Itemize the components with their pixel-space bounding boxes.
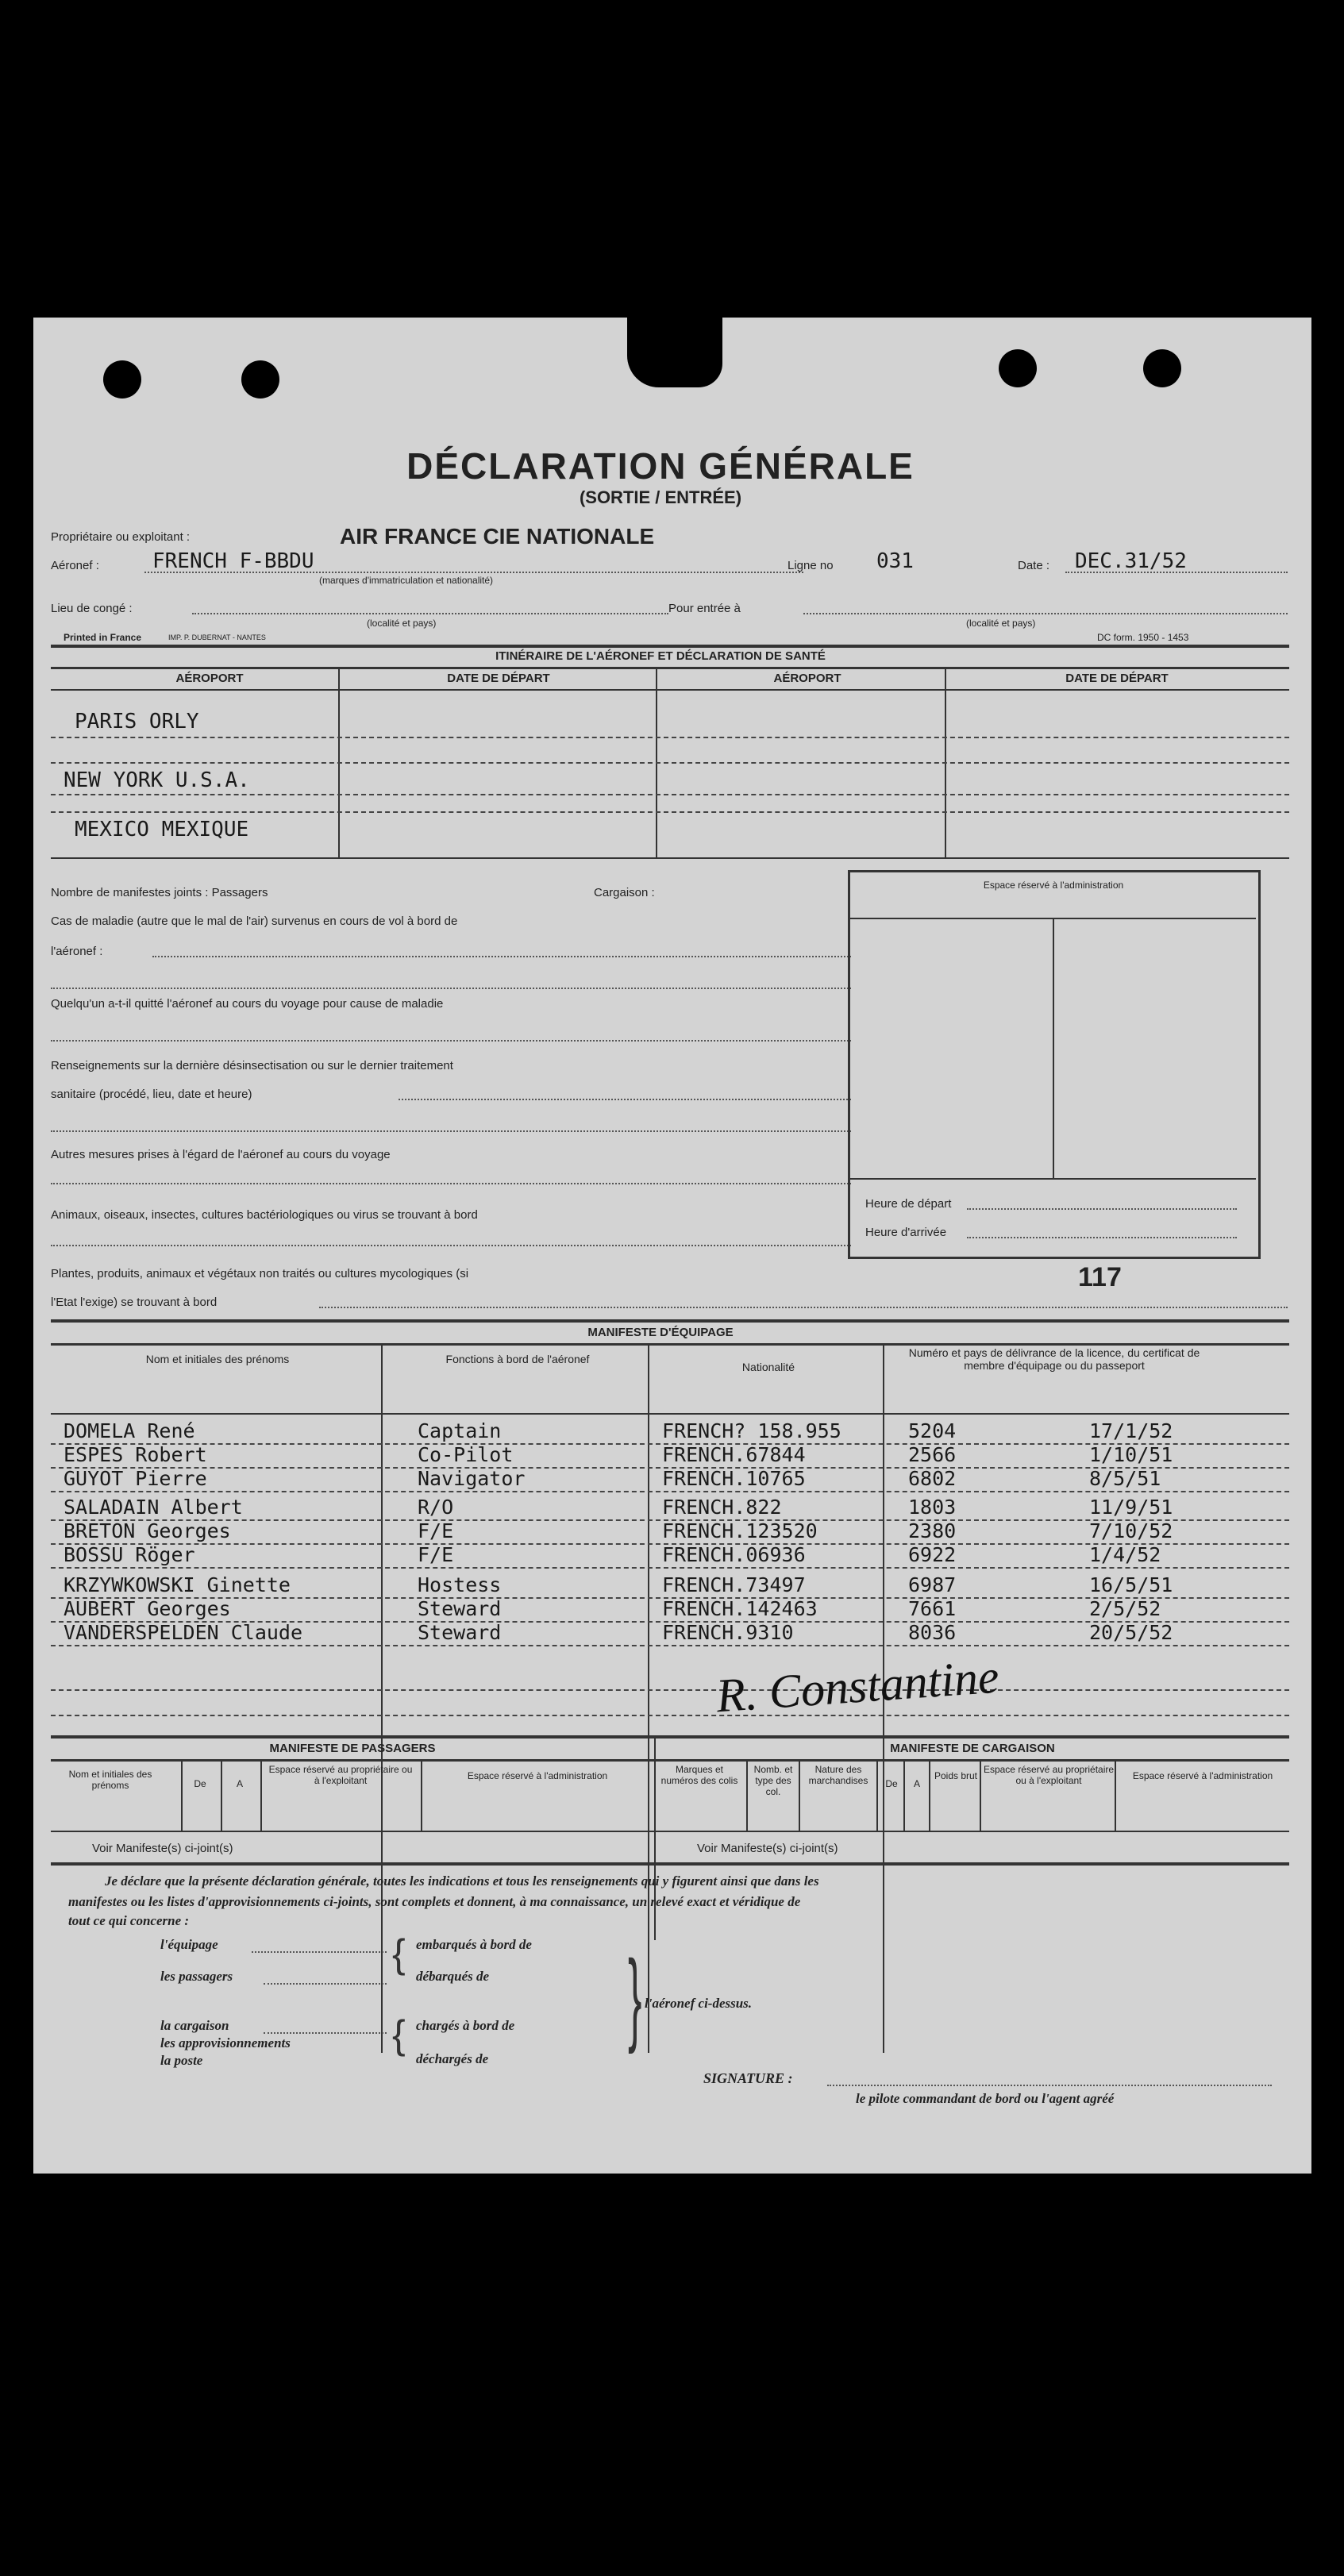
col-departure-date-2: DATE DE DÉPART — [1065, 672, 1169, 685]
line-value: 031 — [876, 549, 914, 573]
signature-label: SIGNATURE : — [703, 2070, 793, 2086]
cargo-label: Cargaison : — [594, 886, 655, 899]
line-label: Ligne no — [788, 559, 834, 572]
crew-name-cell: KRZYWKOWSKI Ginette — [64, 1573, 291, 1596]
crew-number-cell: 6987 — [908, 1573, 957, 1596]
crew-col-license: Numéro et pays de délivrance de la licence, du certificat de membre d'équipage ou du passeport — [908, 1346, 1200, 1372]
decl-crew: l'équipage — [160, 1937, 218, 1952]
crew-nationality-cell: FRENCH.06936 — [662, 1543, 806, 1566]
itinerary-title: ITINÉRAIRE DE L'AÉRONEF ET DÉCLARATION DE SANTÉ — [495, 649, 826, 663]
crew-nationality-cell: FRENCH.73497 — [662, 1573, 806, 1596]
owner-value: AIR FRANCE CIE NATIONALE — [340, 524, 655, 549]
cargo-col-nature: Nature des marchandises — [808, 1764, 868, 1786]
q-plants: Plantes, produits, animaux et végétaux non traités ou cultures mycologiques (si — [51, 1267, 469, 1280]
crew-name-cell: GUYOT Pierre — [64, 1467, 207, 1490]
crew-name-cell: DOMELA René — [64, 1419, 195, 1442]
departure-time-label: Heure de départ — [865, 1197, 952, 1211]
crew-function-cell: Steward — [418, 1597, 502, 1620]
departure-note: (localité et pays) — [367, 618, 437, 629]
crew-number-cell: 1803 — [908, 1496, 957, 1519]
declaration-text-2: manifestes ou les listes d'approvisionnements ci-joints, sont complets et donnent, à ma connaissance, un relevé exact et véridique de — [68, 1894, 801, 1909]
crew-number-cell: 8036 — [908, 1621, 957, 1644]
col-airport-2: AÉROPORT — [773, 672, 841, 685]
cargo-col-marks: Marques et numéros des colis — [660, 1764, 738, 1786]
departure-label: Lieu de congé : — [51, 602, 133, 615]
crew-nationality-cell: FRENCH.142463 — [662, 1597, 818, 1620]
cargo-col-to: A — [913, 1778, 920, 1789]
crew-function-cell: F/E — [418, 1519, 454, 1542]
crew-name-cell: AUBERT Georges — [64, 1597, 231, 1620]
crew-number-cell: 6922 — [908, 1543, 957, 1566]
decl-boarded: embarqués à bord de — [416, 1937, 532, 1952]
declaration-text-1: Je déclare que la présente déclaration générale, toutes les indications et tous les renseignements qui y figurent ainsi que dans les — [105, 1873, 819, 1889]
arrival-label: Pour entrée à — [668, 602, 741, 615]
crew-name-cell: BRETON Georges — [64, 1519, 231, 1542]
crew-date-cell: 7/10/52 — [1089, 1519, 1173, 1542]
crew-name-cell: BOSSU Röger — [64, 1543, 195, 1566]
crew-col-nationality: Nationalité — [741, 1361, 795, 1373]
signature-note: le pilote commandant de bord ou l'agent agréé — [856, 2091, 1115, 2106]
pax-col-name: Nom et initiales des prénoms — [68, 1769, 152, 1791]
crew-nationality-cell: FRENCH.10765 — [662, 1467, 806, 1490]
airport-1: PARIS ORLY — [75, 710, 199, 734]
decl-mail: la poste — [160, 2053, 203, 2068]
cargo-see-attached: Voir Manifeste(s) ci-joint(s) — [697, 1842, 838, 1855]
pax-col-to: A — [236, 1778, 243, 1789]
crew-number-cell: 6802 — [908, 1467, 957, 1490]
decl-unloaded: déchargés de — [416, 2051, 489, 2066]
crew-number-cell: 2566 — [908, 1443, 957, 1466]
aircraft-value: FRENCH F-BBDU — [152, 549, 314, 573]
crew-number-cell: 7661 — [908, 1597, 957, 1620]
pax-col-admin: Espace réservé à l'administration — [467, 1770, 608, 1781]
declaration-form-sheet: DÉCLARATION GÉNÉRALE (SORTIE / ENTRÉE) Propriétaire ou exploitant : AIR FRANCE CIE NATIONALE Aéronef : FRENCH F-BBDU (marques d'immatriculation et nationalité) Ligne no 031 Date : DEC.31/52 Lieu de congé : (localité et pays) Pour entrée à (localité et pays) Printed in France IMP. P. DUBERNAT - NANTES DC form. 1950 - 1453 ITINÉRAIRE DE L'AÉRONEF ET DÉCLARATION DE SANTÉ AÉROPORT DATE DE DÉPART AÉROPORT DATE DE DÉPART PARIS ORLY NEW YORK U.S.A. MEXICO MEXIQUE Nombre de manifestes joints : Passagers Cargaison : Cas de maladie (autre que le mal de l'air) survenus en cours de vol à bord de l'aéronef : Quelqu'un a-t-il quitté l'aéronef au cours du voyage pour cause de maladie Renseignements sur la dernière désinsectisation ou sur le dernier traitement sanitaire (procédé, lieu, date et heure) Autres mesures prises à l'égard de l'aéronef au cours du voyage Animaux, oiseaux, insectes, cultures bactériologiques ou virus se trouvant à bord Plantes, produits, animaux et végétaux non traités ou cultures mycologiques (si l'Etat l'exige) se trouvant à bord Espace réservé à l'administration Heure de départ Heure d'arrivée 117 MANIFESTE D'ÉQUIPAGE Nom et initiales des prénoms Fonctions à bord de l'aéronef Nationalité Numéro et pays de délivrance de la licence, du certificat de membre d'équipage ou du passeport DOMELA René Captain FRENCH? 158.955 5204 17/1/52 ESPES Robert Co-Pilot FRENCH.67844 2566 1/10/51 GUYOT Pierre Navigator FRENCH.10765 6802 8/5/51 SALADAIN Albert R/O FRENCH.822 1803 11/9/51 BRETON Georges F/E FRENCH.123520 2380 7/10/52 BOSSU Röger F/E FRENCH.06936 6922 1/4/52 KRZYWKOWSKI Ginette Hostess FRENCH.73497 6987 16/5/51 AUBERT Georges Steward FRENCH.142463 7661 2/5/52 VANDERSPELDEN Claude Steward FRENCH.9310 8036 20/5/52 R. Constantine MANIFESTE DE PASSAGERS MANIFESTE DE CARGAISON Nom et initiales des prénoms De A Espace réservé au propriétaire ou à l'exploitant Espace réservé à l'administration Marques et numéros des colis Nomb. et type des col. Nature des marchandises De A Poids brut Espace réservé au propriétaire ou à l'exploitant Espace réservé à l'administration Voir Manifeste(s) ci-joint(s) Voir Manifeste(s) ci-joint(s) Je déclare que la présente déclaration générale, toutes les indications et tous les renseignements qui y figurent ainsi que dans les manifestes ou les listes d'approvisionnements ci-joints, sont complets et donnent, à ma connaissance, un relevé exact et véridique de tout ce qui concerne : l'équipage les passagers la cargaison les approvisionnements la poste { { embarqués à bord de débarqués de chargés à bord de déchargés de } l'aéronef ci-dessus. SIGNATURE : le pilote commandant de bord ou l'agent agréé — [33, 318, 1311, 2174]
crew-nationality-cell: FRENCH.822 — [662, 1496, 782, 1519]
owner-label: Propriétaire ou exploitant : — [51, 530, 191, 544]
q-animals: Animaux, oiseaux, insectes, cultures bactériologiques ou virus se trouvant à bord — [51, 1208, 478, 1222]
crew-function-cell: Steward — [418, 1621, 502, 1644]
decl-loaded: chargés à bord de — [416, 2018, 515, 2033]
torn-notch — [627, 318, 722, 387]
crew-date-cell: 1/4/52 — [1089, 1543, 1161, 1566]
decl-cargo: la cargaison — [160, 2018, 229, 2033]
form-title: DÉCLARATION GÉNÉRALE — [406, 445, 915, 487]
declaration-text-3: tout ce qui concerne : — [68, 1913, 190, 1928]
q-sickness: Cas de maladie (autre que le mal de l'air) survenus en cours de vol à bord de — [51, 914, 458, 928]
pax-col-operator: Espace réservé au propriétaire ou à l'exploitant — [268, 1764, 413, 1786]
date-label: Date : — [1018, 559, 1050, 572]
q-left-aircraft: Quelqu'un a-t-il quitté l'aéronef au cours du voyage pour cause de maladie — [51, 997, 444, 1011]
q-disinsection: Renseignements sur la dernière désinsectisation ou sur le dernier traitement — [51, 1059, 453, 1072]
punch-hole — [241, 360, 279, 399]
cargo-col-count: Nomb. et type des col. — [753, 1764, 793, 1797]
q-disinsection-cont: sanitaire (procédé, lieu, date et heure) — [51, 1088, 252, 1101]
passenger-manifest-title: MANIFESTE DE PASSAGERS — [269, 1742, 436, 1755]
aircraft-label: Aéronef : — [51, 559, 99, 572]
form-reference: DC form. 1950 - 1453 — [1097, 632, 1189, 643]
punch-hole — [103, 360, 141, 399]
q-sickness-cont: l'aéronef : — [51, 945, 103, 958]
crew-function-cell: Co-Pilot — [418, 1443, 514, 1466]
crew-nationality-cell: FRENCH? 158.955 — [662, 1419, 841, 1442]
crew-name-cell: ESPES Robert — [64, 1443, 207, 1466]
q-other-measures: Autres mesures prises à l'égard de l'aéronef au cours du voyage — [51, 1148, 391, 1161]
punch-hole — [1143, 349, 1181, 387]
cargo-col-admin: Espace réservé à l'administration — [1132, 1770, 1273, 1781]
crew-name-cell: SALADAIN Albert — [64, 1496, 243, 1519]
crew-nationality-cell: FRENCH.67844 — [662, 1443, 806, 1466]
crew-nationality-cell: FRENCH.123520 — [662, 1519, 818, 1542]
printer-name: IMP. P. DUBERNAT - NANTES — [168, 633, 266, 641]
cargo-manifest-title: MANIFESTE DE CARGAISON — [890, 1742, 1055, 1755]
stamp-number: 117 — [1078, 1262, 1122, 1292]
arrival-note: (localité et pays) — [966, 618, 1036, 629]
crew-col-name: Nom et initiales des prénoms — [145, 1353, 290, 1365]
arrival-time-label: Heure d'arrivée — [865, 1226, 947, 1239]
crew-number-cell: 2380 — [908, 1519, 957, 1542]
crew-nationality-cell: FRENCH.9310 — [662, 1621, 794, 1644]
crew-function-cell: F/E — [418, 1543, 454, 1566]
crew-name-cell: VANDERSPELDEN Claude — [64, 1621, 303, 1644]
crew-col-function: Fonctions à bord de l'aéronef — [445, 1353, 590, 1365]
form-subtitle: (SORTIE / ENTRÉE) — [579, 487, 742, 507]
decl-supplies: les approvisionnements — [160, 2035, 291, 2050]
crew-signature: R. Constantine — [714, 1650, 1001, 1723]
punch-hole — [999, 349, 1037, 387]
col-departure-date-1: DATE DE DÉPART — [447, 672, 550, 685]
pax-col-from: De — [194, 1778, 206, 1789]
crew-function-cell: Captain — [418, 1419, 502, 1442]
crew-date-cell: 11/9/51 — [1089, 1496, 1173, 1519]
admin-box-title: Espace réservé à l'administration — [983, 880, 1124, 891]
crew-date-cell: 20/5/52 — [1089, 1621, 1173, 1644]
decl-aircraft: l'aéronef ci-dessus. — [645, 1996, 753, 2011]
q-plants-cont: l'Etat l'exige) se trouvant à bord — [51, 1296, 218, 1309]
crew-function-cell: R/O — [418, 1496, 454, 1519]
cargo-col-weight: Poids brut — [934, 1770, 978, 1781]
crew-date-cell: 2/5/52 — [1089, 1597, 1161, 1620]
col-airport-1: AÉROPORT — [175, 672, 244, 685]
pax-see-attached: Voir Manifeste(s) ci-joint(s) — [92, 1842, 233, 1855]
crew-number-cell: 5204 — [908, 1419, 957, 1442]
crew-title: MANIFESTE D'ÉQUIPAGE — [587, 1326, 734, 1339]
crew-date-cell: 16/5/51 — [1089, 1573, 1173, 1596]
airport-3: MEXICO MEXIQUE — [75, 818, 249, 841]
aircraft-note: (marques d'immatriculation et nationalité) — [319, 575, 494, 586]
decl-disembarked: débarqués de — [416, 1969, 490, 1984]
manifests-label: Nombre de manifestes joints : Passagers — [51, 886, 268, 899]
crew-date-cell: 1/10/51 — [1089, 1443, 1173, 1466]
crew-date-cell: 8/5/51 — [1089, 1467, 1161, 1490]
crew-function-cell: Navigator — [418, 1467, 526, 1490]
date-value: DEC.31/52 — [1075, 549, 1187, 573]
cargo-col-operator: Espace réservé au propriétaire ou à l'exploitant — [983, 1764, 1115, 1786]
airport-2: NEW YORK U.S.A. — [64, 768, 250, 792]
decl-passengers: les passagers — [160, 1969, 233, 1984]
crew-date-cell: 17/1/52 — [1089, 1419, 1173, 1442]
crew-function-cell: Hostess — [418, 1573, 502, 1596]
cargo-col-from: De — [885, 1778, 898, 1789]
printed-in: Printed in France — [64, 632, 142, 643]
